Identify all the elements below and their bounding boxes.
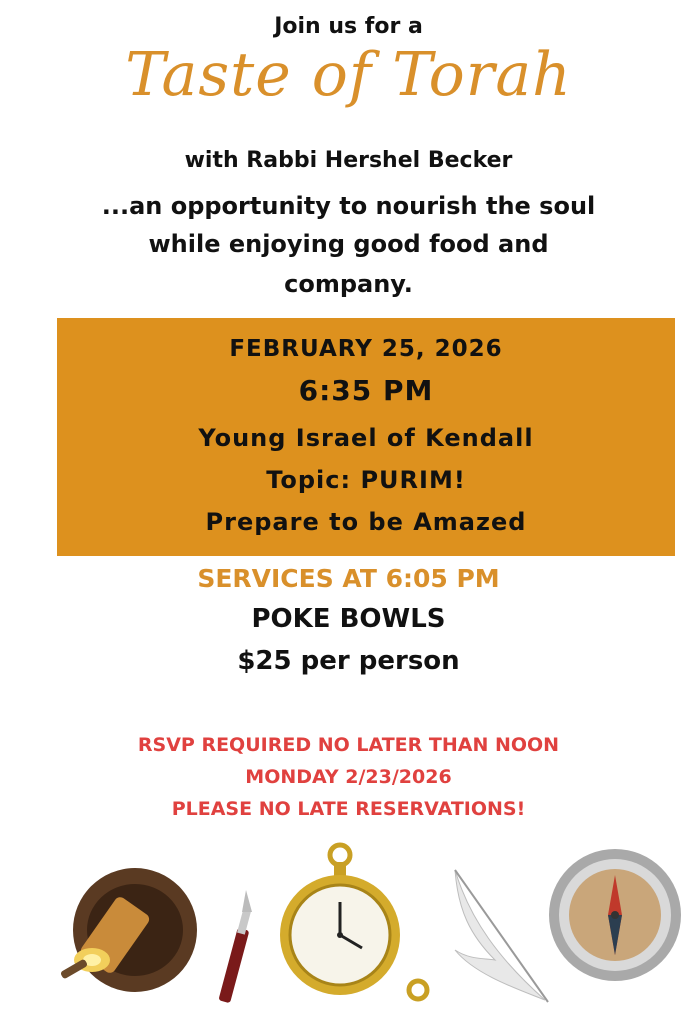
quill-feather-icon	[455, 870, 548, 1002]
price-text: $25 per person	[237, 646, 460, 676]
services-time: SERVICES AT 6:05 PM	[197, 564, 500, 593]
event-tagline: Prepare to be Amazed	[205, 508, 527, 536]
compass-icon	[549, 849, 681, 981]
event-details-band	[57, 318, 675, 556]
intro-text: Join us for a	[274, 14, 423, 39]
decorative-objects	[0, 840, 697, 1010]
event-title: Taste of Torah	[125, 40, 572, 110]
rsvp-line-2: MONDAY 2/23/2026	[245, 766, 452, 788]
event-location: Young Israel of Kendall	[198, 424, 534, 452]
host-text: with Rabbi Hershel Becker	[184, 148, 513, 173]
description-line-3: company.	[284, 270, 413, 298]
rsvp-line-1: RSVP REQUIRED NO LATER THAN NOON	[137, 734, 560, 756]
candle-icon	[60, 868, 197, 992]
event-topic: Topic: PURIM!	[266, 466, 466, 494]
event-date: FEBRUARY 25, 2026	[229, 336, 503, 362]
description-line-2: while enjoying good food and	[148, 230, 549, 258]
description-line-1: ...an opportunity to nourish the soul	[101, 192, 596, 220]
pocket-watch-icon	[280, 845, 427, 999]
food-item: POKE BOWLS	[251, 604, 446, 634]
rsvp-line-3: PLEASE NO LATE RESERVATIONS!	[171, 798, 526, 820]
event-time: 6:35 PM	[298, 374, 434, 407]
fountain-pen-icon	[218, 890, 252, 1003]
